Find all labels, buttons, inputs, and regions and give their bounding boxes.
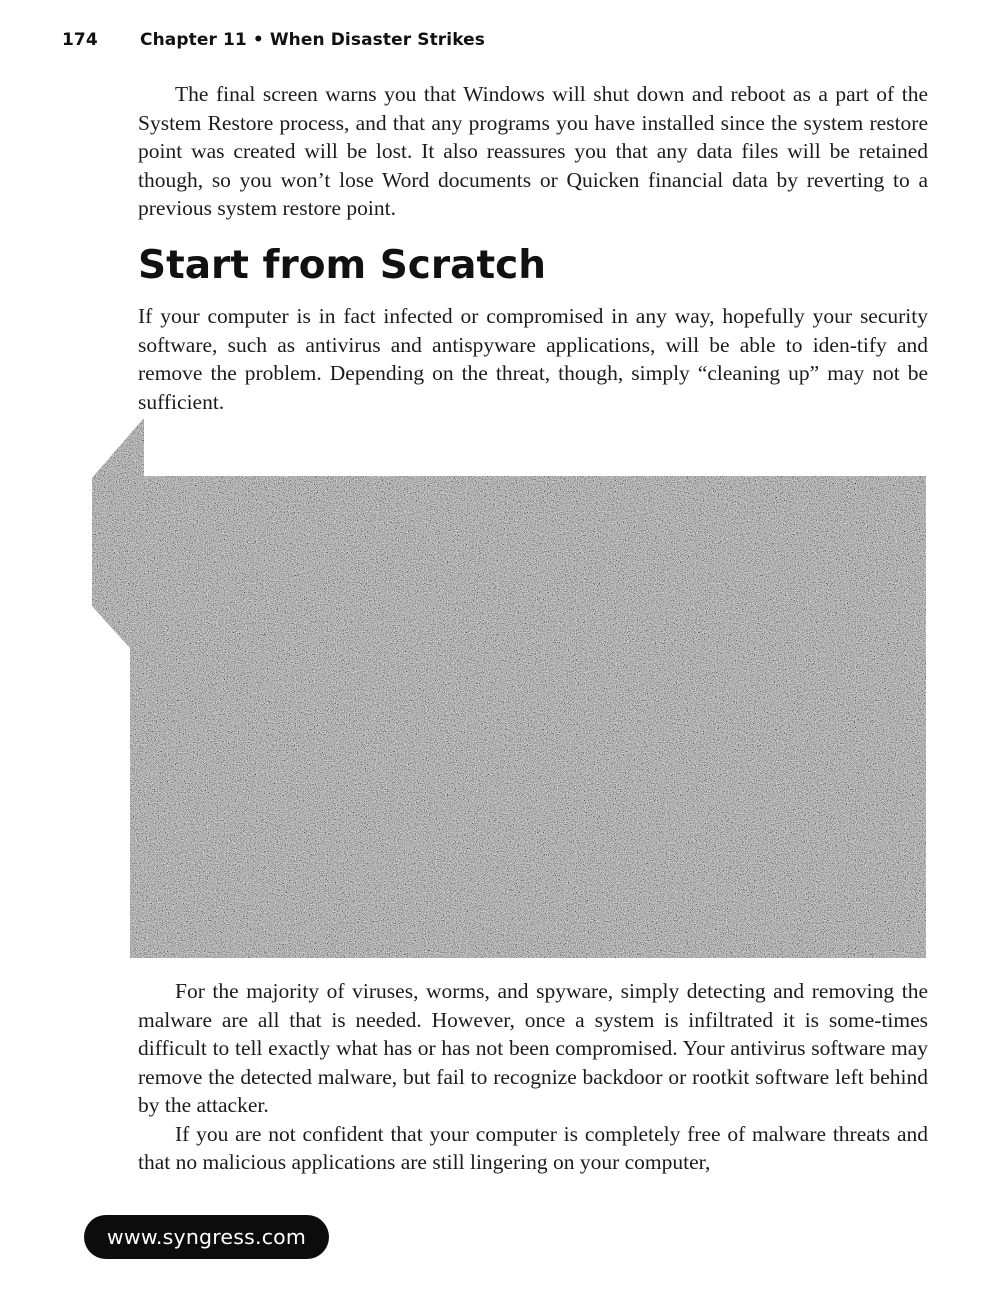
running-header <box>62 30 485 50</box>
paragraph-infected: If your computer is in fact infected or compromised in any way, hopefully your security software, such as antivirus and antispyware applications, will be able to iden-tify and remove the problem. Depending on the threat, though, simply “cleaning up” may not be sufficient. <box>138 304 928 414</box>
page-number: 174 <box>62 30 98 50</box>
footer-url-link[interactable]: www.syngress.com <box>84 1215 329 1259</box>
section-heading: Start from Scratch <box>138 243 546 288</box>
body-section-1 <box>138 80 928 223</box>
chapter-title: When Disaster Strikes <box>269 30 486 50</box>
chapter-label: Chapter 11 <box>140 30 247 50</box>
header-bullet: • <box>252 30 264 50</box>
body-section-3 <box>138 977 928 1177</box>
paragraph-majority: For the majority of viruses, worms, and spyware, simply detecting and removing the malware are all that is needed. However, once a system is infiltrated it is some-times difficult to tell exactly what has or has not been compromised. Your antivirus software may remove the detected malware, but fail to recognize backdoor or rootkit software left behind by the attacker. <box>138 979 928 1117</box>
figure-grain <box>92 418 926 958</box>
paragraph-system-restore: The final screen warns you that Windows will shut down and reboot as a part of the System Restore process, and that any programs you have installed since the system restore point was created will be lost. It also reassures you that any data files will be retained though, so you won’t lose Word documents or Quicken financial data by reverting to a previous system restore point. <box>138 82 928 220</box>
noise-sidebar-figure <box>92 418 926 958</box>
paragraph-not-confident: If you are not confident that your computer is completely free of malware threats and that no malicious applications are still lingering on your computer, <box>138 1121 928 1174</box>
body-section-2 <box>138 302 928 416</box>
